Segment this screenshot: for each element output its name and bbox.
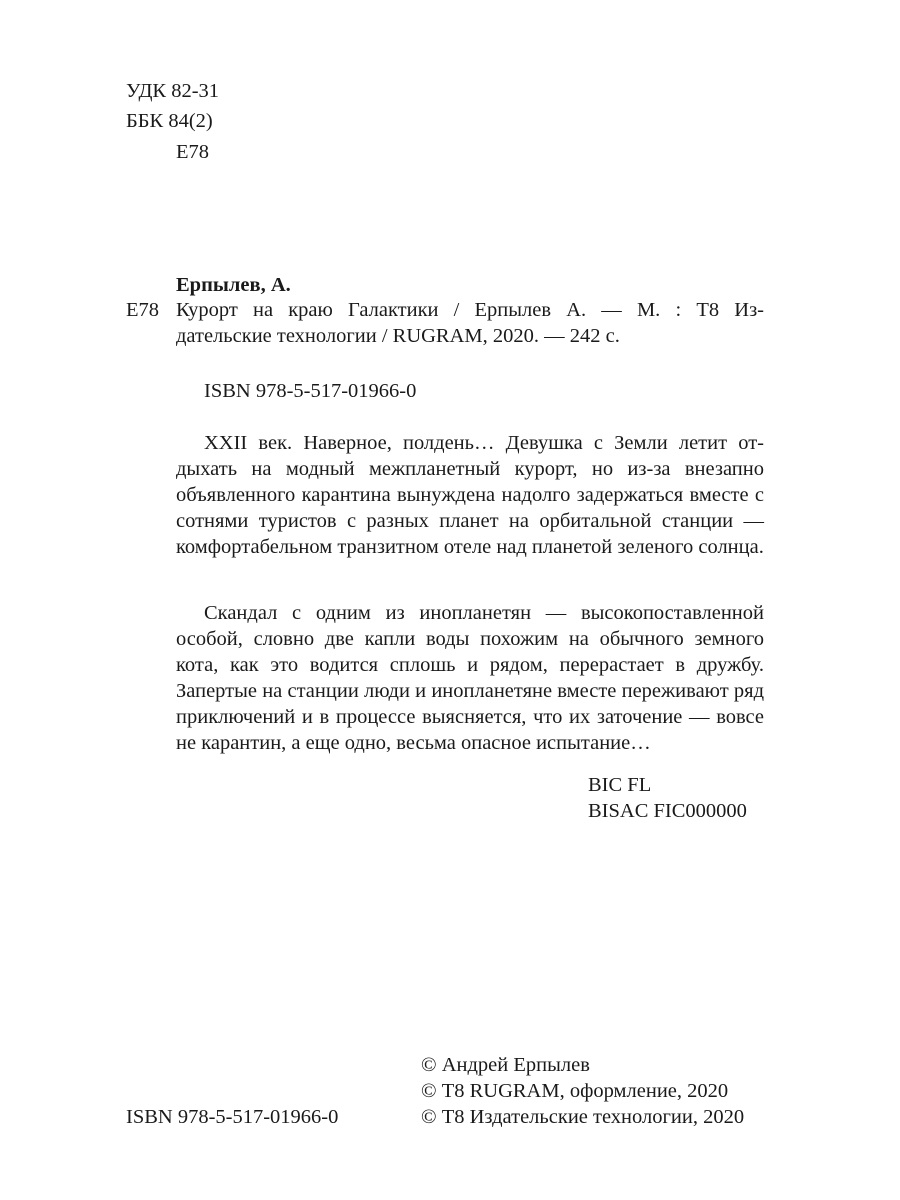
author-mark-top: Е78 (176, 141, 210, 163)
copyright-publisher: © Т8 Издательские технологии, 2020 (421, 1106, 745, 1128)
footer-isbn: ISBN 978-5-517-01966-0 (126, 1106, 339, 1128)
copyright-design: © Т8 RUGRAM, оформление, 2020 (421, 1080, 729, 1102)
bbk-code: ББК 84(2) (126, 110, 213, 132)
udk-code: УДК 82-31 (126, 80, 220, 102)
annotation-paragraph-1: XXII век. Наверное, полдень… Девушка с Земли летит отдыхать на модный межпланетный курорт, но из-за внезапно объявленного карантина вынуждена надолго задержаться вместе с сотнями туристов с разных планет на орбитальной станции — комфортабельном транзитном отеле над планетой зеленого солнца. (176, 432, 764, 558)
copyright-author: © Андрей Ерпылев (421, 1054, 590, 1076)
bic-code: BIC FL (588, 774, 652, 796)
author-mark-entry: Е78 (126, 299, 160, 321)
description-line-2: дательские технологии / RUGRAM, 2020. — 242 с. (176, 325, 620, 347)
bibliographic-description (176, 297, 764, 349)
annotation-paragraph-2: Скандал с одним из инопланетян — высокопоставленной особой, словно две капли воды похожим на обычного земного кота, как это водится сплошь и рядом, перерастает в дружбу. Запертые на станции люди и инопланетяне вместе переживают ряд приключений и в процессе выясняется, что их заточение — вовсе не карантин, а еще одно, весьма опасное испытание… (176, 602, 764, 754)
bisac-code: BISAC FIC000000 (588, 800, 747, 822)
isbn-entry: ISBN 978-5-517-01966-0 (204, 380, 417, 402)
description-line-1: Курорт на краю Галактики / Ерпылев А. — М. : Т8 Из- (176, 299, 764, 321)
author-heading: Ерпылев, А. (176, 274, 291, 296)
